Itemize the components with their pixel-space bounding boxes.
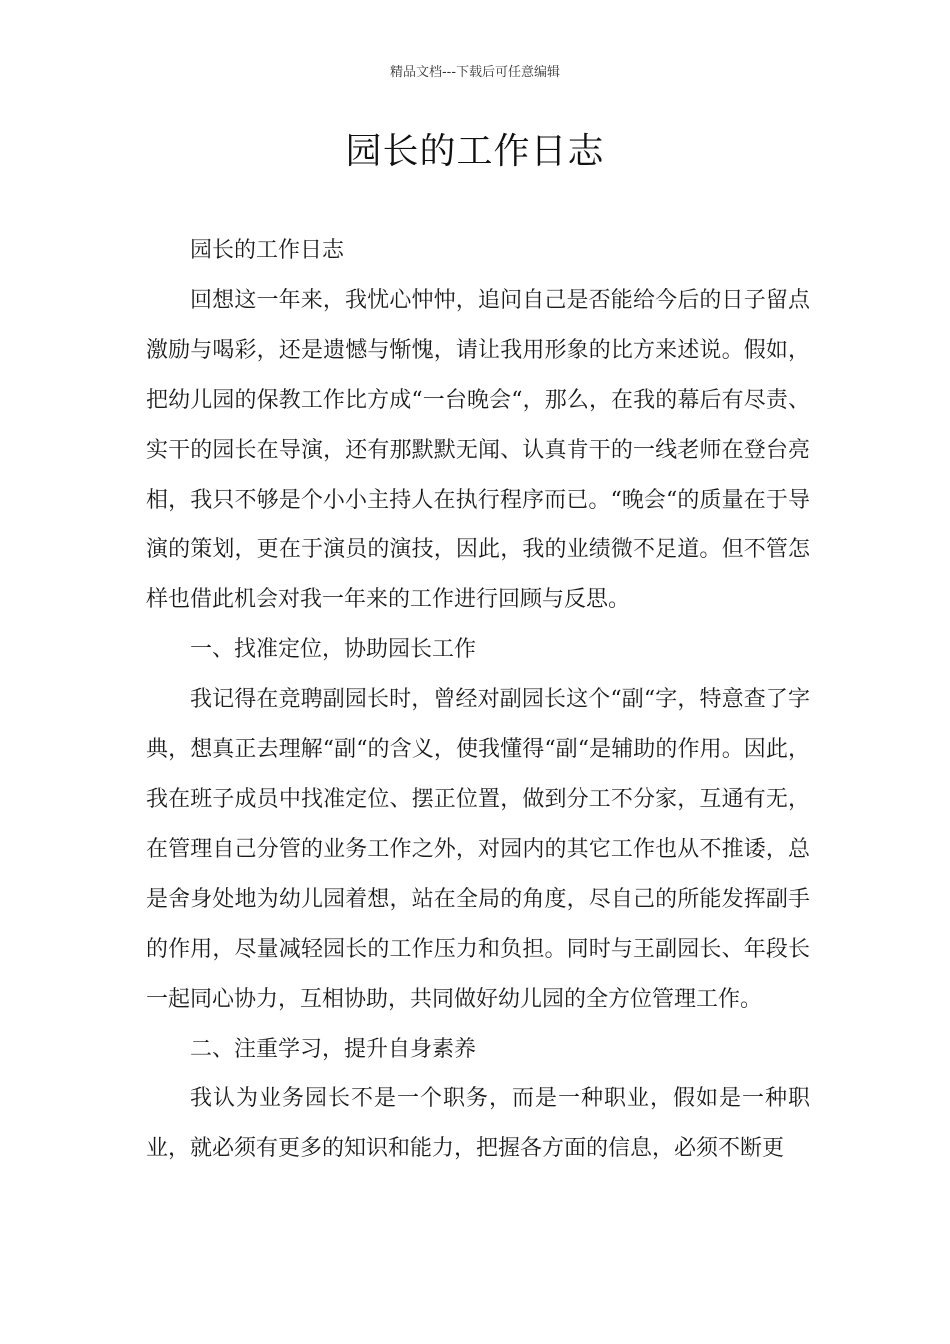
- document-body: [146, 226, 810, 1174]
- paragraph-section-1: 我记得在竞聘副园长时，曾经对副园长这个“副“字，特意查了字典，想真正去理解“副“的含义，使我懂得“副“是辅助的作用。因此，我在班子成员中找准定位、摆正位置，做到分工不分家，互通有无，在管理自己分管的业务工作之外，对园内的其它工作也从不推诿，总是舍身处地为幼儿园着想，站在全局的角度，尽自己的所能发挥副手的作用，尽量减轻园长的工作压力和负担。同时与王副园长、年段长一起同心协力，互相协助，共同做好幼儿园的全方位管理工作。: [146, 687, 810, 1012]
- section-heading-1: 一、找准定位，协助园长工作: [190, 637, 477, 663]
- section-heading-2: 二、注重学习，提升自身素养: [190, 1036, 477, 1062]
- paragraph-subtitle: 园长的工作日志: [190, 238, 345, 263]
- paragraph-intro: 回想这一年来，我忧心忡忡，追问自己是否能给今后的日子留点激励与喝彩，还是遗憾与惭愧，请让我用形象的比方来述说。假如，把幼儿园的保教工作比方成“一台晚会“，那么，在我的幕后有尽责、实干的园长在导演，还有那默默无闻、认真肯干的一线老师在登台亮相，我只不够是个小小主持人在执行程序而已。“晚会“的质量在于导演的策划，更在于演员的演技，因此，我的业绩微不足道。但不管怎样也借此机会对我一年来的工作进行回顾与反思。: [146, 287, 810, 613]
- page-header-note: 精品文档---下载后可任意编辑: [389, 65, 561, 80]
- document-title: 园长的工作日志: [345, 131, 605, 172]
- paragraph-section-2: 我认为业务园长不是一个职务，而是一种职业，假如是一种职业，就必须有更多的知识和能力，把握各方面的信息，必须不断更: [146, 1086, 810, 1162]
